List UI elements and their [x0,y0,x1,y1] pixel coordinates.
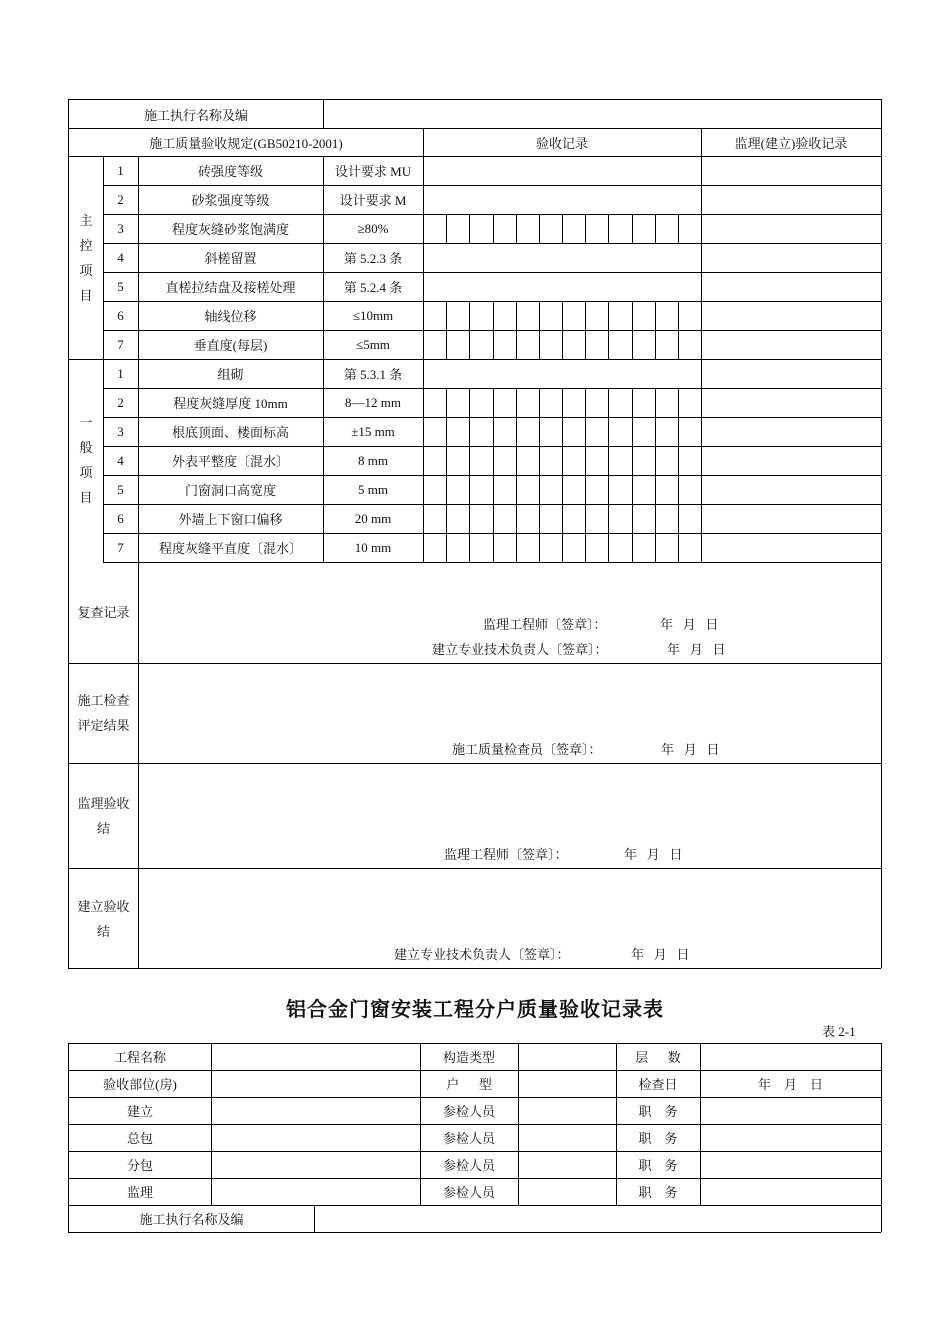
info-label: 工程名称 [113,1050,166,1065]
grid-line [655,417,656,446]
grid-line [632,388,633,417]
grid-line [103,417,881,418]
group-label-char: 般 [79,440,93,455]
section-title: 铝合金门窗安装工程分户质量验收记录表 [286,997,664,1021]
grid-line [678,504,679,533]
grid-line [68,156,881,157]
table-row [0,504,950,533]
grid-line [539,446,540,475]
item-name: 砂浆强度等级 [191,193,270,208]
inspection-date: 年 月 日 [661,742,720,757]
grid-line [655,504,656,533]
grid-line [585,475,586,504]
info-label: 参检人员 [442,1131,495,1146]
info-value-field[interactable] [519,1098,615,1123]
grid-line [585,533,586,562]
grid-line [103,330,881,331]
item-name: 直槎拉结盘及接槎处理 [165,280,296,295]
item-name: 砖强度等级 [197,164,263,179]
grid-line [632,533,633,562]
item-requirement: ≤10mm [352,307,394,323]
item-number: 6 [117,510,124,526]
group-label-char: 控 [79,238,93,253]
record-cell[interactable] [424,157,700,184]
info-value-field[interactable] [519,1071,615,1096]
record-label: 验收记录 [535,135,588,151]
item-requirement: 设计要求 MU [334,164,412,179]
grid-line [103,272,881,273]
grid-line [562,330,563,359]
grid-line [516,533,517,562]
info-value-field[interactable] [212,1098,419,1123]
supervisor-record-cell[interactable] [702,476,880,503]
item-requirement: 10 mm [354,539,392,555]
grid-line [68,128,881,129]
grid-line [539,301,540,330]
grid-line [655,475,656,504]
supervisor-record-cell[interactable] [702,186,880,213]
grid-line [632,214,633,243]
grid-line [655,330,656,359]
grid-line [632,330,633,359]
group-label-char: 主 [79,213,93,228]
grid-line [632,504,633,533]
bottom-exec-name-field[interactable] [316,1206,880,1231]
info-value-field[interactable] [700,1151,881,1178]
info-value-field[interactable] [212,1044,419,1069]
grid-line [516,330,517,359]
item-name: 门窗洞口高宽度 [184,483,276,498]
grid-line [446,475,447,504]
supervisor-record-cell[interactable] [702,389,880,416]
table-row [0,243,950,272]
grid-line [881,1043,882,1232]
info-label: 检查日 [638,1077,678,1092]
grid-line [585,417,586,446]
group-label-char: 一 [79,415,93,430]
exec-name-label: 施工执行名称及编 [143,107,248,123]
info-value-field[interactable] [700,1097,881,1124]
grid-line [608,388,609,417]
item-requirement: 8—12 mm [345,394,401,410]
grid-line [700,1043,701,1205]
grid-line [103,185,881,186]
grid-line [469,533,470,562]
supervision-label-line1: 监理验收 [77,796,130,811]
record-cell[interactable] [424,186,700,213]
item-name: 程度灰缝平直度〔混水〕 [158,541,302,556]
supervisor-record-cell[interactable] [702,505,880,532]
supervisor-record-cell[interactable] [702,302,880,329]
info-value-field[interactable]: 年 月 日 [757,1077,823,1092]
info-value-field[interactable] [212,1071,419,1096]
grid-line [103,504,881,505]
grid-line [469,446,470,475]
item-number: 3 [117,423,124,439]
grid-line [446,214,447,243]
construction-date: 年 月 日 [631,947,690,962]
info-label: 总包 [126,1131,153,1146]
item-number: 5 [117,278,124,294]
grid-line [562,417,563,446]
grid-line [632,301,633,330]
grid-line [608,417,609,446]
item-name: 组砌 [217,367,244,382]
grid-line [655,301,656,330]
grid-line [493,388,494,417]
grid-line [469,214,470,243]
grid-line [103,301,881,302]
info-label: 参检人员 [442,1158,495,1173]
grid-line [585,446,586,475]
grid-line [608,475,609,504]
exec-name-field[interactable] [324,101,880,128]
record-cell[interactable] [424,360,700,387]
item-requirement: ≥80% [357,220,389,236]
grid-line [632,475,633,504]
info-value-field[interactable] [700,1043,881,1070]
grid-line [446,533,447,562]
grid-line [678,301,679,330]
item-number: 7 [117,336,124,352]
grid-line [469,330,470,359]
inspection-signature: 施工质量检查员〔签章〕： [452,742,602,757]
item-number: 1 [117,365,124,381]
grid-line [562,533,563,562]
grid-line [103,446,881,447]
group-label-char: 项 [79,263,93,278]
grid-line [323,99,324,128]
info-label: 建立 [126,1104,153,1119]
grid-line [420,1043,421,1205]
info-row [0,1043,950,1070]
info-row [0,1178,950,1205]
grid-line [678,330,679,359]
grid-line [516,446,517,475]
item-requirement: 20 mm [354,510,392,526]
grid-line [655,533,656,562]
grid-line [539,475,540,504]
table-row [0,301,950,330]
grid-line [446,446,447,475]
supervisor-record-cell[interactable] [702,534,880,561]
item-number: 5 [117,481,124,497]
grid-line [655,446,656,475]
item-name: 外表平整度〔混水〕 [171,454,289,469]
grid-line [314,1205,315,1232]
record-cell[interactable] [424,244,700,271]
info-value-field[interactable] [519,1179,615,1204]
grid-line [469,417,470,446]
info-label: 分包 [126,1158,153,1173]
grid-line [655,388,656,417]
grid-line [539,388,540,417]
group-label-char: 目 [79,490,93,505]
grid-line [518,1043,519,1205]
table-row [0,214,950,243]
bottom-exec-name-label: 施工执行名称及编 [139,1212,244,1227]
info-label: 职 务 [638,1185,678,1200]
info-value-field[interactable] [700,1124,881,1151]
review-date-2: 年 月 日 [667,642,726,657]
grid-line [678,388,679,417]
grid-line [516,214,517,243]
group-label-char: 项 [79,465,93,480]
info-value-field[interactable] [519,1125,615,1150]
info-label: 构造类型 [442,1050,495,1065]
info-row [0,1097,950,1124]
item-name: 垂直度(每层) [193,338,268,353]
grid-line [68,763,881,764]
item-number: 7 [117,539,124,555]
grid-line [493,504,494,533]
info-label: 层 数 [635,1050,681,1065]
info-value-field[interactable] [519,1152,615,1177]
item-requirement: ≤5mm [356,336,390,352]
table-row [0,330,950,359]
grid-line [655,214,656,243]
item-number: 2 [117,394,124,410]
grid-line [493,330,494,359]
grid-line [68,1151,881,1152]
supervisor-record-cell[interactable] [702,418,880,445]
table-row [0,533,950,562]
supervisor-record-cell[interactable] [702,331,880,358]
grid-line [469,301,470,330]
table-row [0,272,950,301]
grid-line [103,475,881,476]
grid-line [68,99,69,968]
item-requirement: 设计要求 M [339,193,407,208]
inspection-label-line2: 评定结果 [77,718,130,733]
item-name: 轴线位移 [204,309,257,324]
grid-line [103,388,881,389]
grid-line [678,533,679,562]
grid-line [103,562,881,563]
grid-line [103,533,881,534]
item-name: 程度灰缝砂浆饱满度 [171,222,289,237]
supervisor-record-cell[interactable] [702,244,880,271]
grid-line [469,388,470,417]
supervisor-record-cell[interactable] [702,273,880,300]
grid-line [446,504,447,533]
grid-line [68,1043,881,1044]
construction-label-line2: 结 [96,924,110,939]
grid-line [608,533,609,562]
table-row [0,359,950,388]
grid-line [493,446,494,475]
grid-line [103,156,104,562]
info-value-field[interactable] [212,1152,419,1177]
grid-line [608,504,609,533]
item-number: 4 [117,249,124,265]
grid-line [678,214,679,243]
grid-line [562,388,563,417]
item-name: 根底顶面、楼面标高 [171,425,289,440]
item-number: 2 [117,191,124,207]
grid-line [585,301,586,330]
info-row [0,1070,950,1097]
supervisor-record-cell[interactable] [702,157,880,184]
grid-line [68,868,881,869]
item-name: 斜槎留置 [204,251,257,266]
supervisor-record-cell[interactable] [702,360,880,387]
grid-line [562,214,563,243]
item-name: 程度灰缝厚度 10mm [173,396,288,411]
info-value-field[interactable] [519,1044,615,1069]
item-number: 3 [117,220,124,236]
item-number: 1 [117,162,124,178]
info-label: 验收部位(房) [103,1077,177,1092]
grid-line [493,301,494,330]
grid-line [68,1043,69,1232]
table-row [0,185,950,214]
grid-line [68,1232,881,1233]
grid-line [423,128,424,562]
grid-line [678,417,679,446]
construction-signature: 建立专业技术负责人〔签章〕： [394,947,570,962]
item-requirement: 5 mm [358,481,388,497]
grid-line [539,417,540,446]
grid-line [608,214,609,243]
inspection-label-line1: 施工检查 [77,693,130,708]
grid-line [516,475,517,504]
grid-line [68,663,881,664]
grid-line [516,504,517,533]
grid-line [678,446,679,475]
grid-line [562,475,563,504]
grid-line [539,330,540,359]
info-row [0,1124,950,1151]
grid-line [701,128,702,562]
grid-line [585,214,586,243]
record-cell[interactable] [424,273,700,300]
review-signature-1: 监理工程师〔签章〕： [483,617,607,632]
item-requirement: 第 5.2.4 条 [343,280,403,295]
item-requirement: ±15 mm [351,423,395,439]
supervisor-record-cell[interactable] [702,447,880,474]
grid-line [678,475,679,504]
supervision-label-line2: 结 [96,821,110,836]
supervisor-record-label: 监理(建立)验收记录 [734,135,848,151]
grid-line [469,475,470,504]
grid-line [539,214,540,243]
grid-line [469,504,470,533]
item-number: 4 [117,452,124,468]
grid-line [516,388,517,417]
grid-line [68,99,881,100]
item-requirement: 第 5.2.3 条 [343,251,403,266]
grid-line [138,156,139,968]
table-row [0,388,950,417]
info-label: 监理 [126,1185,153,1200]
group-label-char: 目 [79,288,93,303]
grid-line [608,301,609,330]
grid-line [446,417,447,446]
info-value-field[interactable] [212,1179,419,1204]
item-name: 外墙上下窗口偏移 [178,512,283,527]
grid-line [68,968,881,969]
grid-line [585,388,586,417]
grid-line [103,214,881,215]
grid-line [632,417,633,446]
info-label: 职 务 [638,1131,678,1146]
grid-line [493,417,494,446]
item-requirement: 第 5.3.1 条 [343,367,403,382]
grid-line [211,1043,212,1205]
grid-line [539,504,540,533]
grid-line [103,243,881,244]
grid-line [493,214,494,243]
supervision-date: 年 月 日 [624,847,683,862]
review-label: 复查记录 [77,605,130,620]
info-label: 参检人员 [442,1104,495,1119]
grid-line [608,330,609,359]
grid-line [68,1097,881,1098]
grid-line [68,359,881,360]
grid-line [562,446,563,475]
table-row [0,475,950,504]
grid-line [585,330,586,359]
grid-line [562,504,563,533]
grid-line [68,1070,881,1071]
grid-line [68,1178,881,1179]
grid-line [493,475,494,504]
grid-line [446,301,447,330]
grid-line [68,1124,881,1125]
info-label: 职 务 [638,1104,678,1119]
info-value-field[interactable] [212,1125,419,1150]
table-row [0,156,950,185]
item-number: 6 [117,307,124,323]
table-row [0,417,950,446]
grid-line [881,99,882,968]
info-label: 职 务 [638,1158,678,1173]
table-number: 表 2-1 [822,1024,856,1039]
grid-line [446,388,447,417]
info-row [0,1151,950,1178]
grid-line [616,1043,617,1205]
grid-line [562,301,563,330]
spec-label: 施工质量验收规定(GB50210-2001) [149,135,343,151]
info-value-field[interactable] [700,1178,881,1205]
item-requirement: 8 mm [358,452,388,468]
info-label: 户 型 [446,1077,492,1092]
grid-line [68,1205,881,1206]
review-date-1: 年 月 日 [660,617,719,632]
grid-line [539,533,540,562]
supervision-signature: 监理工程师〔签章〕： [444,847,568,862]
supervisor-record-cell[interactable] [702,215,880,242]
grid-line [323,156,324,562]
construction-label-line1: 建立验收 [77,899,130,914]
grid-line [516,417,517,446]
grid-line [585,504,586,533]
grid-line [608,446,609,475]
review-signature-2: 建立专业技术负责人〔签章〕： [432,642,608,657]
grid-line [632,446,633,475]
table-row [0,446,950,475]
info-label: 参检人员 [442,1185,495,1200]
grid-line [516,301,517,330]
grid-line [493,533,494,562]
grid-line [446,330,447,359]
